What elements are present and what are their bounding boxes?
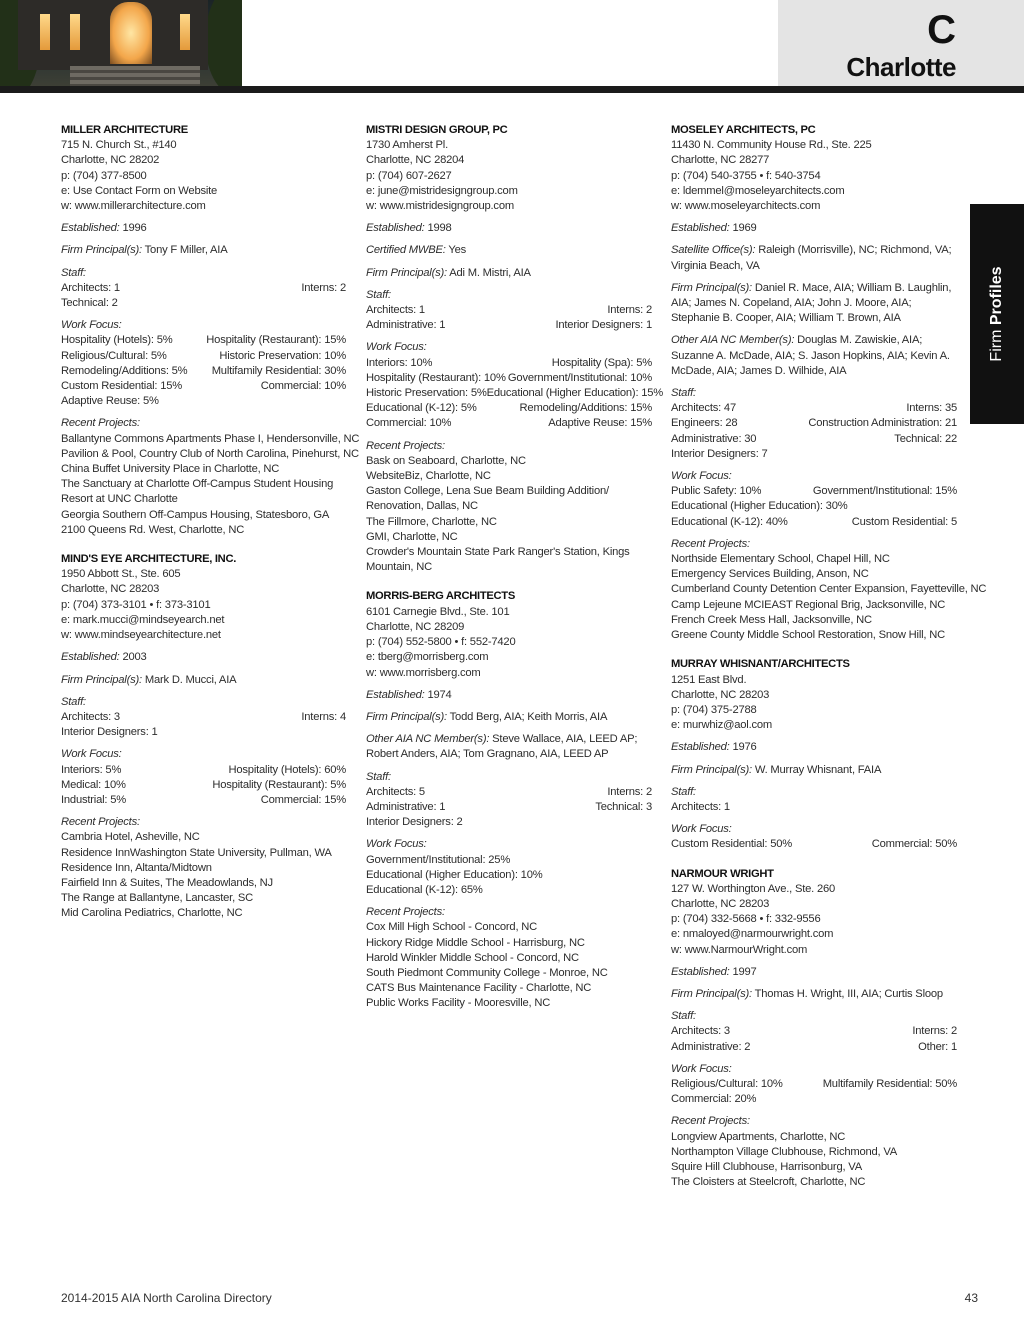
firm-minds-eye: [61, 552, 346, 921]
focus-row: Industrial: 5% Commercial: 15%: [61, 793, 346, 806]
firm-name: MURRAY WHISNANT/ARCHITECTS: [671, 658, 850, 671]
address-line: 11430 N. Community House Rd., Ste. 225: [671, 139, 872, 152]
focus-row: Public Safety: 10% Government/Institutional: 15%: [671, 485, 957, 498]
email: e: mark.mucci@mindseyearch.net: [61, 613, 225, 626]
column-2: [366, 120, 664, 1026]
focus-row: Hospitality (Hotels): 5% Hospitality (Restaurant): 15%: [61, 334, 346, 347]
page-number: 43: [964, 1291, 978, 1305]
firm-name: MILLER ARCHITECTURE: [61, 124, 188, 136]
phone: p: (704) 377-8500: [61, 169, 147, 182]
address-line: 1950 Abbott St., Ste. 605: [61, 568, 181, 581]
website: w: www.moseleyarchitects.com: [671, 200, 821, 213]
staff-row: Interior Designers: 1: [61, 726, 158, 739]
established: Established: 1998: [366, 222, 452, 235]
column-3: [671, 120, 987, 1204]
firm-murray-whisnant: [671, 657, 957, 852]
staff-row: Technical: 2: [61, 297, 118, 310]
work-focus: Work Focus: Interiors: 5% Hospitality (Hotels): 60% Medical: 10% Hospitality (Restaurant): 5% Industrial: 5% Commercial: 15%: [61, 747, 346, 808]
project: Resort at UNC Charlotte: [61, 493, 178, 506]
firm-name: MORRIS-BERG ARCHITECTS: [366, 590, 515, 603]
focus-row: Remodeling/Additions: 5% Multifamily Residential: 30%: [61, 364, 346, 377]
principals: Firm Principal(s): W. Murray Whisnant, FAIA: [671, 763, 882, 776]
email: e: murwhiz@aol.com: [671, 719, 773, 732]
project: Cumberland County Detention Center Expansion, Fayetteville, NC: [671, 583, 987, 596]
firm-moseley: [671, 123, 987, 643]
project: China Buffet University Place in Charlotte, NC: [61, 463, 280, 476]
project: Mid Carolina Pediatrics, Charlotte, NC: [61, 907, 243, 920]
staff-row: Architects: 5 Interns: 2: [366, 785, 652, 798]
city-line: Charlotte, NC 28202: [61, 154, 160, 167]
project: Longview Apartments, Charlotte, NC: [671, 1130, 846, 1143]
phone: p: (704) 552-5800 • f: 552-7420: [366, 636, 516, 649]
recent-projects: Recent Projects: Cambria Hotel, Asheville, NC Residence InnWashington State University, Pullman, WA Residence Inn, Altanta/Midtown Fairfield Inn & Suites, The Meadowlands, NJ The Range at Ballantyne, Lancaster, SC Mid Carolina Pediatrics, Charlotte, NC: [61, 815, 346, 921]
phone: p: (704) 607-2627: [366, 169, 452, 182]
project: Georgia Southern Off-Campus Housing, Statesboro, GA: [61, 508, 330, 521]
focus-row: Government/Institutional: 25%: [366, 853, 511, 866]
project: Bask on Seaboard, Charlotte, NC: [366, 454, 526, 467]
work-focus: Work Focus: Public Safety: 10% Government/Institutional: 15% Educational (Higher Education): 30% Educational (K-12): 40% Custom Residential: 5: [671, 469, 957, 530]
section-city: Charlotte: [846, 52, 956, 82]
project: Hickory Ridge Middle School - Harrisburg, NC: [366, 936, 585, 949]
project: Camp Lejeune MCIEAST Regional Brig, Jacksonville, NC: [671, 598, 946, 611]
project: Crowder's Mountain State Park Ranger's Station, Kings: [366, 546, 630, 559]
focus-row: Interiors: 10% Hospitality (Spa): 5%: [366, 356, 652, 369]
established: Established: 1996: [61, 222, 147, 235]
focus-row: Custom Residential: 15% Commercial: 10%: [61, 380, 346, 393]
focus-row: Religious/Cultural: 10% Multifamily Residential: 50%: [671, 1077, 957, 1090]
staff-row: Architects: 3 Interns: 2: [671, 1025, 957, 1038]
staff: Staff: Architects: 1 Interns: 2 Administrative: 1 Interior Designers: 1: [366, 288, 652, 334]
email: e: ldemmel@moseleyarchitects.com: [671, 184, 845, 197]
focus-row: Adaptive Reuse: 5%: [61, 395, 159, 408]
email: e: tberg@morrisberg.com: [366, 651, 489, 664]
focus-row: Educational (Higher Education): 30%: [671, 500, 848, 513]
project: Northside Elementary School, Chapel Hill, NC: [671, 553, 890, 566]
principals: Firm Principal(s): Mark D. Mucci, AIA: [61, 673, 237, 686]
email: e: june@mistridesigngroup.com: [366, 184, 518, 197]
recent-projects: Recent Projects: Longview Apartments, Charlotte, NC Northampton Village Clubhouse, Richmond, VA Squire Hill Clubhouse, Harrisonburg, VA The Cloisters at Steelcroft, Charlotte, NC: [671, 1114, 957, 1190]
project: Harold Winkler Middle School - Concord, NC: [366, 951, 579, 964]
city-line: Charlotte, NC 28209: [366, 620, 465, 633]
project: The Fillmore, Charlotte, NC: [366, 515, 497, 528]
principals: Firm Principal(s): Tony F Miller, AIA: [61, 244, 228, 257]
project: Northampton Village Clubhouse, Richmond, VA: [671, 1145, 898, 1158]
project: Cox Mill High School - Concord, NC: [366, 921, 538, 934]
work-focus: Work Focus: Religious/Cultural: 10% Multifamily Residential: 50% Commercial: 20%: [671, 1062, 957, 1108]
firm-name: MIND'S EYE ARCHITECTURE, INC.: [61, 553, 237, 566]
recent-projects: Recent Projects: Northside Elementary School, Chapel Hill, NC Emergency Services Building, Anson, NC Cumberland County Detention Center Expansion, Fayetteville, NC Camp Lejeune MCIEAST Regional Brig, Jacksonville, NC French Creek Mess Hall, Jacksonville, NC Greene County Middle School Restoration, Snow Hill, NC: [671, 537, 957, 643]
staff-row: Administrative: 1 Technical: 3: [366, 800, 652, 813]
project: Mountain, NC: [366, 561, 432, 574]
certified-mwbe: Certified MWBE: Yes: [366, 244, 467, 257]
website: w: www.NarmourWright.com: [671, 943, 808, 956]
staff: Staff: Architects: 3 Interns: 4 Interior Designers: 1: [61, 695, 346, 741]
staff-row: Architects: 1 Interns: 2: [61, 281, 346, 294]
project: Pavilion & Pool, Country Club of North Carolina, Pinehurst, NC: [61, 447, 359, 460]
header-rule: [0, 86, 1024, 93]
work-focus: Work Focus: Interiors: 10% Hospitality (Spa): 5% Hospitality (Restaurant): 10% Government/Institutional: 10% Historic Preservation: 5% Educational (Higher Education): 15% Educational (K-12): 5% Remodeling/Additions: 15% Commercial: 10% Adaptive Reuse: 15%: [366, 340, 652, 431]
city-line: Charlotte, NC 28203: [61, 583, 160, 596]
project: CATS Bus Maintenance Facility - Charlotte, NC: [366, 982, 592, 995]
staff-row: Administrative: 30 Technical: 22: [671, 432, 957, 445]
firm-name: NARMOUR WRIGHT: [671, 867, 774, 880]
email: e: Use Contact Form on Website: [61, 184, 218, 197]
work-focus: Work Focus: Government/Institutional: 25% Educational (Higher Education): 10% Educational (K-12): 65%: [366, 837, 652, 898]
address-line: 1251 East Blvd.: [671, 673, 747, 686]
focus-row: Educational (K-12): 40% Custom Residential: 5: [671, 515, 957, 528]
established: Established: 1969: [671, 222, 757, 235]
established: Established: 2003: [61, 651, 147, 664]
phone: p: (704) 373-3101 • f: 373-3101: [61, 598, 211, 611]
recent-projects: Recent Projects: Cox Mill High School - Concord, NC Hickory Ridge Middle School - Harrisburg, NC Harold Winkler Middle School - Concord, NC South Piedmont Community College - Monroe, NC CATS Bus Maintenance Facility - Charlotte, NC Public Works Facility - Mooresville, NC: [366, 905, 652, 1011]
project: Residence Inn, Altanta/Midtown: [61, 861, 212, 874]
firm-miller: [61, 123, 360, 538]
side-tab-label: Firm Profiles: [988, 266, 1005, 362]
staff-row: Architects: 1: [671, 800, 730, 813]
address-line: 6101 Carnegie Blvd., Ste. 101: [366, 605, 510, 618]
project: Public Works Facility - Mooresville, NC: [366, 997, 551, 1010]
focus-row: Custom Residential: 50% Commercial: 50%: [671, 838, 957, 851]
staff-row: Architects: 3 Interns: 4: [61, 710, 346, 723]
address-line: 1730 Amherst Pl.: [366, 139, 448, 152]
focus-row: Religious/Cultural: 5% Historic Preservation: 10%: [61, 349, 346, 362]
header-photo: [0, 0, 242, 86]
focus-row: Educational (Higher Education): 10%: [366, 868, 543, 881]
staff: Staff: Architects: 1: [671, 785, 957, 815]
website: w: www.mistridesigngroup.com: [366, 200, 514, 213]
firm-narmour-wright: [671, 867, 957, 1191]
staff-row: Administrative: 1 Interior Designers: 1: [366, 319, 652, 332]
staff-row: Interior Designers: 2: [366, 816, 463, 829]
project: The Sanctuary at Charlotte Off-Campus Student Housing: [61, 478, 334, 491]
staff: Staff: Architects: 3 Interns: 2 Administrative: 2 Other: 1: [671, 1009, 957, 1055]
staff-row: Architects: 47 Interns: 35: [671, 402, 957, 415]
project: Renovation, Dallas, NC: [366, 500, 478, 513]
other-members: Other AIA NC Member(s): Douglas M. Zawiskie, AIA; Suzanne A. McDade, AIA; S. Jason Hopkins, AIA; Kevin A. McDade, AIA; James D. Wilhide, AIA: [671, 334, 950, 377]
project: The Cloisters at Steelcroft, Charlotte, NC: [671, 1176, 866, 1189]
project: South Piedmont Community College - Monroe, NC: [366, 966, 608, 979]
firm-morris-berg: [366, 589, 652, 1011]
project: Gaston College, Lena Sue Beam Building Addition/: [366, 485, 609, 498]
focus-row: Commercial: 10% Adaptive Reuse: 15%: [366, 417, 652, 430]
staff-row: Administrative: 2 Other: 1: [671, 1040, 957, 1053]
recent-projects: Recent Projects: Ballantyne Commons Apartments Phase I, Hendersonville, NC Pavilion & Pool, Country Club of North Carolina, Pinehurst, NC China Buffet University Place in Charlotte, NC The Sanctuary at Charlotte Off-Campus Student Housing Resort at UNC Charlotte Georgia Southern Off-Campus Housing, Statesboro, GA 2100 Queens Rd. West, Charlotte, NC: [61, 416, 346, 538]
principals: Firm Principal(s): Thomas H. Wright, III, AIA; Curtis Sloop: [671, 987, 943, 1000]
established: Established: 1976: [671, 741, 757, 754]
firm-name: MOSELEY ARCHITECTS, PC: [671, 124, 816, 136]
phone: p: (704) 332-5668 • f: 332-9556: [671, 913, 821, 926]
established: Established: 1974: [366, 688, 452, 701]
principals: Firm Principal(s): Daniel R. Mace, AIA; William B. Laughlin, AIA; James N. Copeland, AIA; John J. Moore, AIA; Stephanie B. Cooper, AIA; William T. Brown, AIA: [671, 281, 952, 325]
firm-mistri: [366, 123, 664, 575]
footer-directory-title: 2014-2015 AIA North Carolina Directory: [61, 1291, 272, 1305]
principals: Firm Principal(s): Todd Berg, AIA; Keith Morris, AIA: [366, 710, 608, 723]
phone: p: (704) 375-2788: [671, 703, 757, 716]
column-1: [61, 120, 360, 936]
focus-row: Interiors: 5% Hospitality (Hotels): 60%: [61, 763, 346, 776]
project: Squire Hill Clubhouse, Harrisonburg, VA: [671, 1160, 862, 1173]
recent-projects: Recent Projects: Bask on Seaboard, Charlotte, NC WebsiteBiz, Charlotte, NC Gaston College, Lena Sue Beam Building Addition/ Renovation, Dallas, NC The Fillmore, Charlotte, NC GMI, Charlotte, NC Crowder's Mountain State Park Ranger's Station, Kings Mountain, NC: [366, 439, 652, 576]
focus-row: Educational (K-12): 5% Remodeling/Additions: 15%: [366, 402, 652, 415]
city-line: Charlotte, NC 28277: [671, 154, 770, 167]
website: w: www.mindseyearchitecture.net: [61, 629, 221, 642]
project: Emergency Services Building, Anson, NC: [671, 568, 869, 581]
email: e: nmaloyed@narmourwright.com: [671, 928, 834, 941]
work-focus: Work Focus: Hospitality (Hotels): 5% Hospitality (Restaurant): 15% Religious/Cultural: 5% Historic Preservation: 10% Remodeling/Additions: 5% Multifamily Residential: 30% Custom Residential: 15% Commercial: 10% Adaptive Reuse: 5%: [61, 318, 346, 409]
staff: Staff: Architects: 1 Interns: 2 Technical: 2: [61, 266, 346, 312]
address-line: 127 W. Worthington Ave., Ste. 260: [671, 882, 836, 895]
phone: p: (704) 540-3755 • f: 540-3754: [671, 169, 821, 182]
project: French Creek Mess Hall, Jacksonville, NC: [671, 613, 872, 626]
project: Residence InnWashington State University, Pullman, WA: [61, 846, 332, 859]
section-letter: C: [927, 8, 956, 52]
city-line: Charlotte, NC 28204: [366, 154, 465, 167]
section-tab: [778, 0, 1024, 86]
project: Ballantyne Commons Apartments Phase I, Hendersonville, NC: [61, 432, 360, 445]
work-focus: Work Focus: Custom Residential: 50% Commercial: 50%: [671, 822, 957, 852]
other-members: Other AIA NC Member(s): Steve Wallace, AIA, LEED AP; Robert Anders, AIA; Tom Gragnano, AIA, LEED AP: [366, 733, 638, 761]
project: Fairfield Inn & Suites, The Meadowlands, NJ: [61, 876, 273, 889]
city-line: Charlotte, NC 28203: [671, 688, 770, 701]
focus-row: Hospitality (Restaurant): 10% Government/Institutional: 10%: [366, 371, 652, 384]
city-line: Charlotte, NC 28203: [671, 897, 770, 910]
project: Cambria Hotel, Asheville, NC: [61, 831, 200, 844]
staff: Staff: Architects: 5 Interns: 2 Administrative: 1 Technical: 3 Interior Designers: 2: [366, 770, 652, 831]
website: w: www.morrisberg.com: [366, 666, 481, 679]
staff-row: Interior Designers: 7: [671, 447, 768, 460]
project: WebsiteBiz, Charlotte, NC: [366, 470, 491, 483]
staff-row: Engineers: 28 Construction Administration: 21: [671, 417, 957, 430]
side-tab-firm-profiles: [970, 204, 1024, 424]
focus-row: Commercial: 20%: [671, 1093, 757, 1106]
project: Greene County Middle School Restoration, Snow Hill, NC: [671, 629, 945, 642]
staff: Staff: Architects: 47 Interns: 35 Engineers: 28 Construction Administration: 21 Administrative: 30 Technical: 22 Interior Designers: 7: [671, 386, 957, 462]
address-line: 715 N. Church St., #140: [61, 139, 177, 152]
focus-row: Medical: 10% Hospitality (Restaurant): 5%: [61, 778, 346, 791]
project: 2100 Queens Rd. West, Charlotte, NC: [61, 523, 245, 536]
focus-row: Educational (K-12): 65%: [366, 883, 483, 896]
principals: Firm Principal(s): Adi M. Mistri, AIA: [366, 266, 531, 279]
project: The Range at Ballantyne, Lancaster, SC: [61, 892, 254, 905]
firm-name: MISTRI DESIGN GROUP, PC: [366, 124, 508, 136]
satellite-offices: Satellite Office(s): Raleigh (Morrisville), NC; Richmond, VA; Virginia Beach, VA: [671, 244, 952, 272]
established: Established: 1997: [671, 965, 757, 978]
project: GMI, Charlotte, NC: [366, 530, 458, 543]
website: w: www.millerarchitecture.com: [61, 200, 206, 213]
staff-row: Architects: 1 Interns: 2: [366, 304, 652, 317]
focus-row: Historic Preservation: 5% Educational (Higher Education): 15%: [366, 387, 664, 400]
